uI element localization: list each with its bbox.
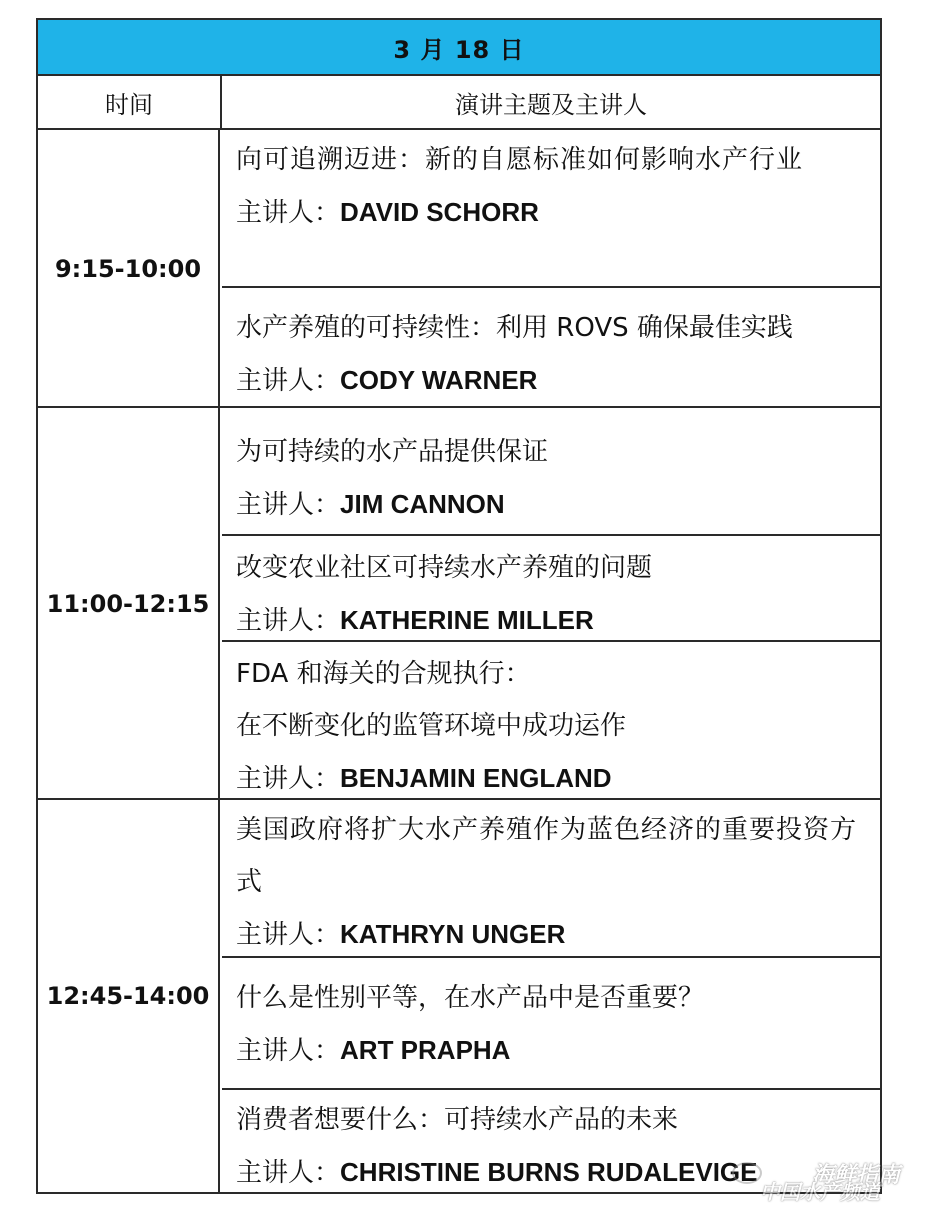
speaker-name: KATHRYN UNGER xyxy=(340,919,566,949)
talk-title: FDA 和海关的合规执行： xyxy=(236,659,531,689)
talk-title: 美国政府将扩大水产养殖作为蓝色经济的重要投资方式 xyxy=(236,815,858,897)
time-column-header: 时间 xyxy=(38,76,222,130)
talk-title: 改变农业社区可持续水产养殖的问题 xyxy=(236,553,653,583)
speaker-name: KATHERINE MILLER xyxy=(340,605,594,635)
talk-speaker xyxy=(236,186,866,239)
schedule-table xyxy=(36,18,882,1194)
talk-cell xyxy=(222,290,880,408)
session-time: 12:45-14:00 xyxy=(38,800,220,1192)
talk-title: 为可持续的水产品提供保证 xyxy=(236,437,549,467)
speaker-name: BENJAMIN ENGLAND xyxy=(340,763,612,793)
speaker-label: 主讲人： xyxy=(236,366,341,396)
speaker-label: 主讲人： xyxy=(236,1036,341,1066)
watermark-line1: 海鲜指南 xyxy=(811,1163,900,1188)
speaker-label: 主讲人： xyxy=(236,920,341,950)
talk-speaker xyxy=(236,1146,866,1199)
session-time: 11:00-12:15 xyxy=(38,408,220,800)
speaker-label: 主讲人： xyxy=(236,764,341,794)
talk-title: 什么是性别平等，在水产品中是否重要？ xyxy=(236,983,705,1013)
speaker-name: ART PRAPHA xyxy=(340,1035,511,1065)
speaker-name: CHRISTINE BURNS RUDALEVIGE xyxy=(340,1157,758,1187)
speaker-name: JIM CANNON xyxy=(340,489,505,519)
talk-speaker xyxy=(236,1024,866,1077)
speaker-label: 主讲人： xyxy=(236,1158,341,1188)
talk-speaker xyxy=(236,908,866,961)
talk-speaker xyxy=(236,594,866,647)
talk-cell xyxy=(222,130,880,288)
talk-title-continued: 在不断变化的监管环境中成功运作 xyxy=(236,711,627,741)
session-time: 9:15-10:00 xyxy=(38,130,220,408)
watermark-line2: 中国水产频道 xyxy=(760,1180,880,1204)
topic-column-header: 演讲主题及主讲人 xyxy=(222,76,880,130)
speaker-label: 主讲人： xyxy=(236,490,341,520)
speaker-label: 主讲人： xyxy=(236,198,341,228)
speaker-name: CODY WARNER xyxy=(340,365,538,395)
date-header: 3 月 18 日 xyxy=(38,20,880,76)
talk-title: 水产养殖的可持续性：利用 ROVS 确保最佳实践 xyxy=(236,313,793,343)
talk-speaker xyxy=(236,354,866,407)
talk-cell xyxy=(222,1092,880,1192)
talk-title: 向可追溯迈进：新的自愿标准如何影响水产行业 xyxy=(236,145,804,175)
speaker-label: 主讲人： xyxy=(236,606,341,636)
talk-cell xyxy=(222,644,880,800)
talk-cell xyxy=(222,800,880,958)
talk-cell xyxy=(222,408,880,536)
speaker-name: DAVID SCHORR xyxy=(340,197,539,227)
talk-cell xyxy=(222,960,880,1090)
talk-cell xyxy=(222,538,880,642)
talk-speaker xyxy=(236,478,866,531)
talk-title: 消费者想要什么：可持续水产品的未来 xyxy=(236,1105,679,1135)
